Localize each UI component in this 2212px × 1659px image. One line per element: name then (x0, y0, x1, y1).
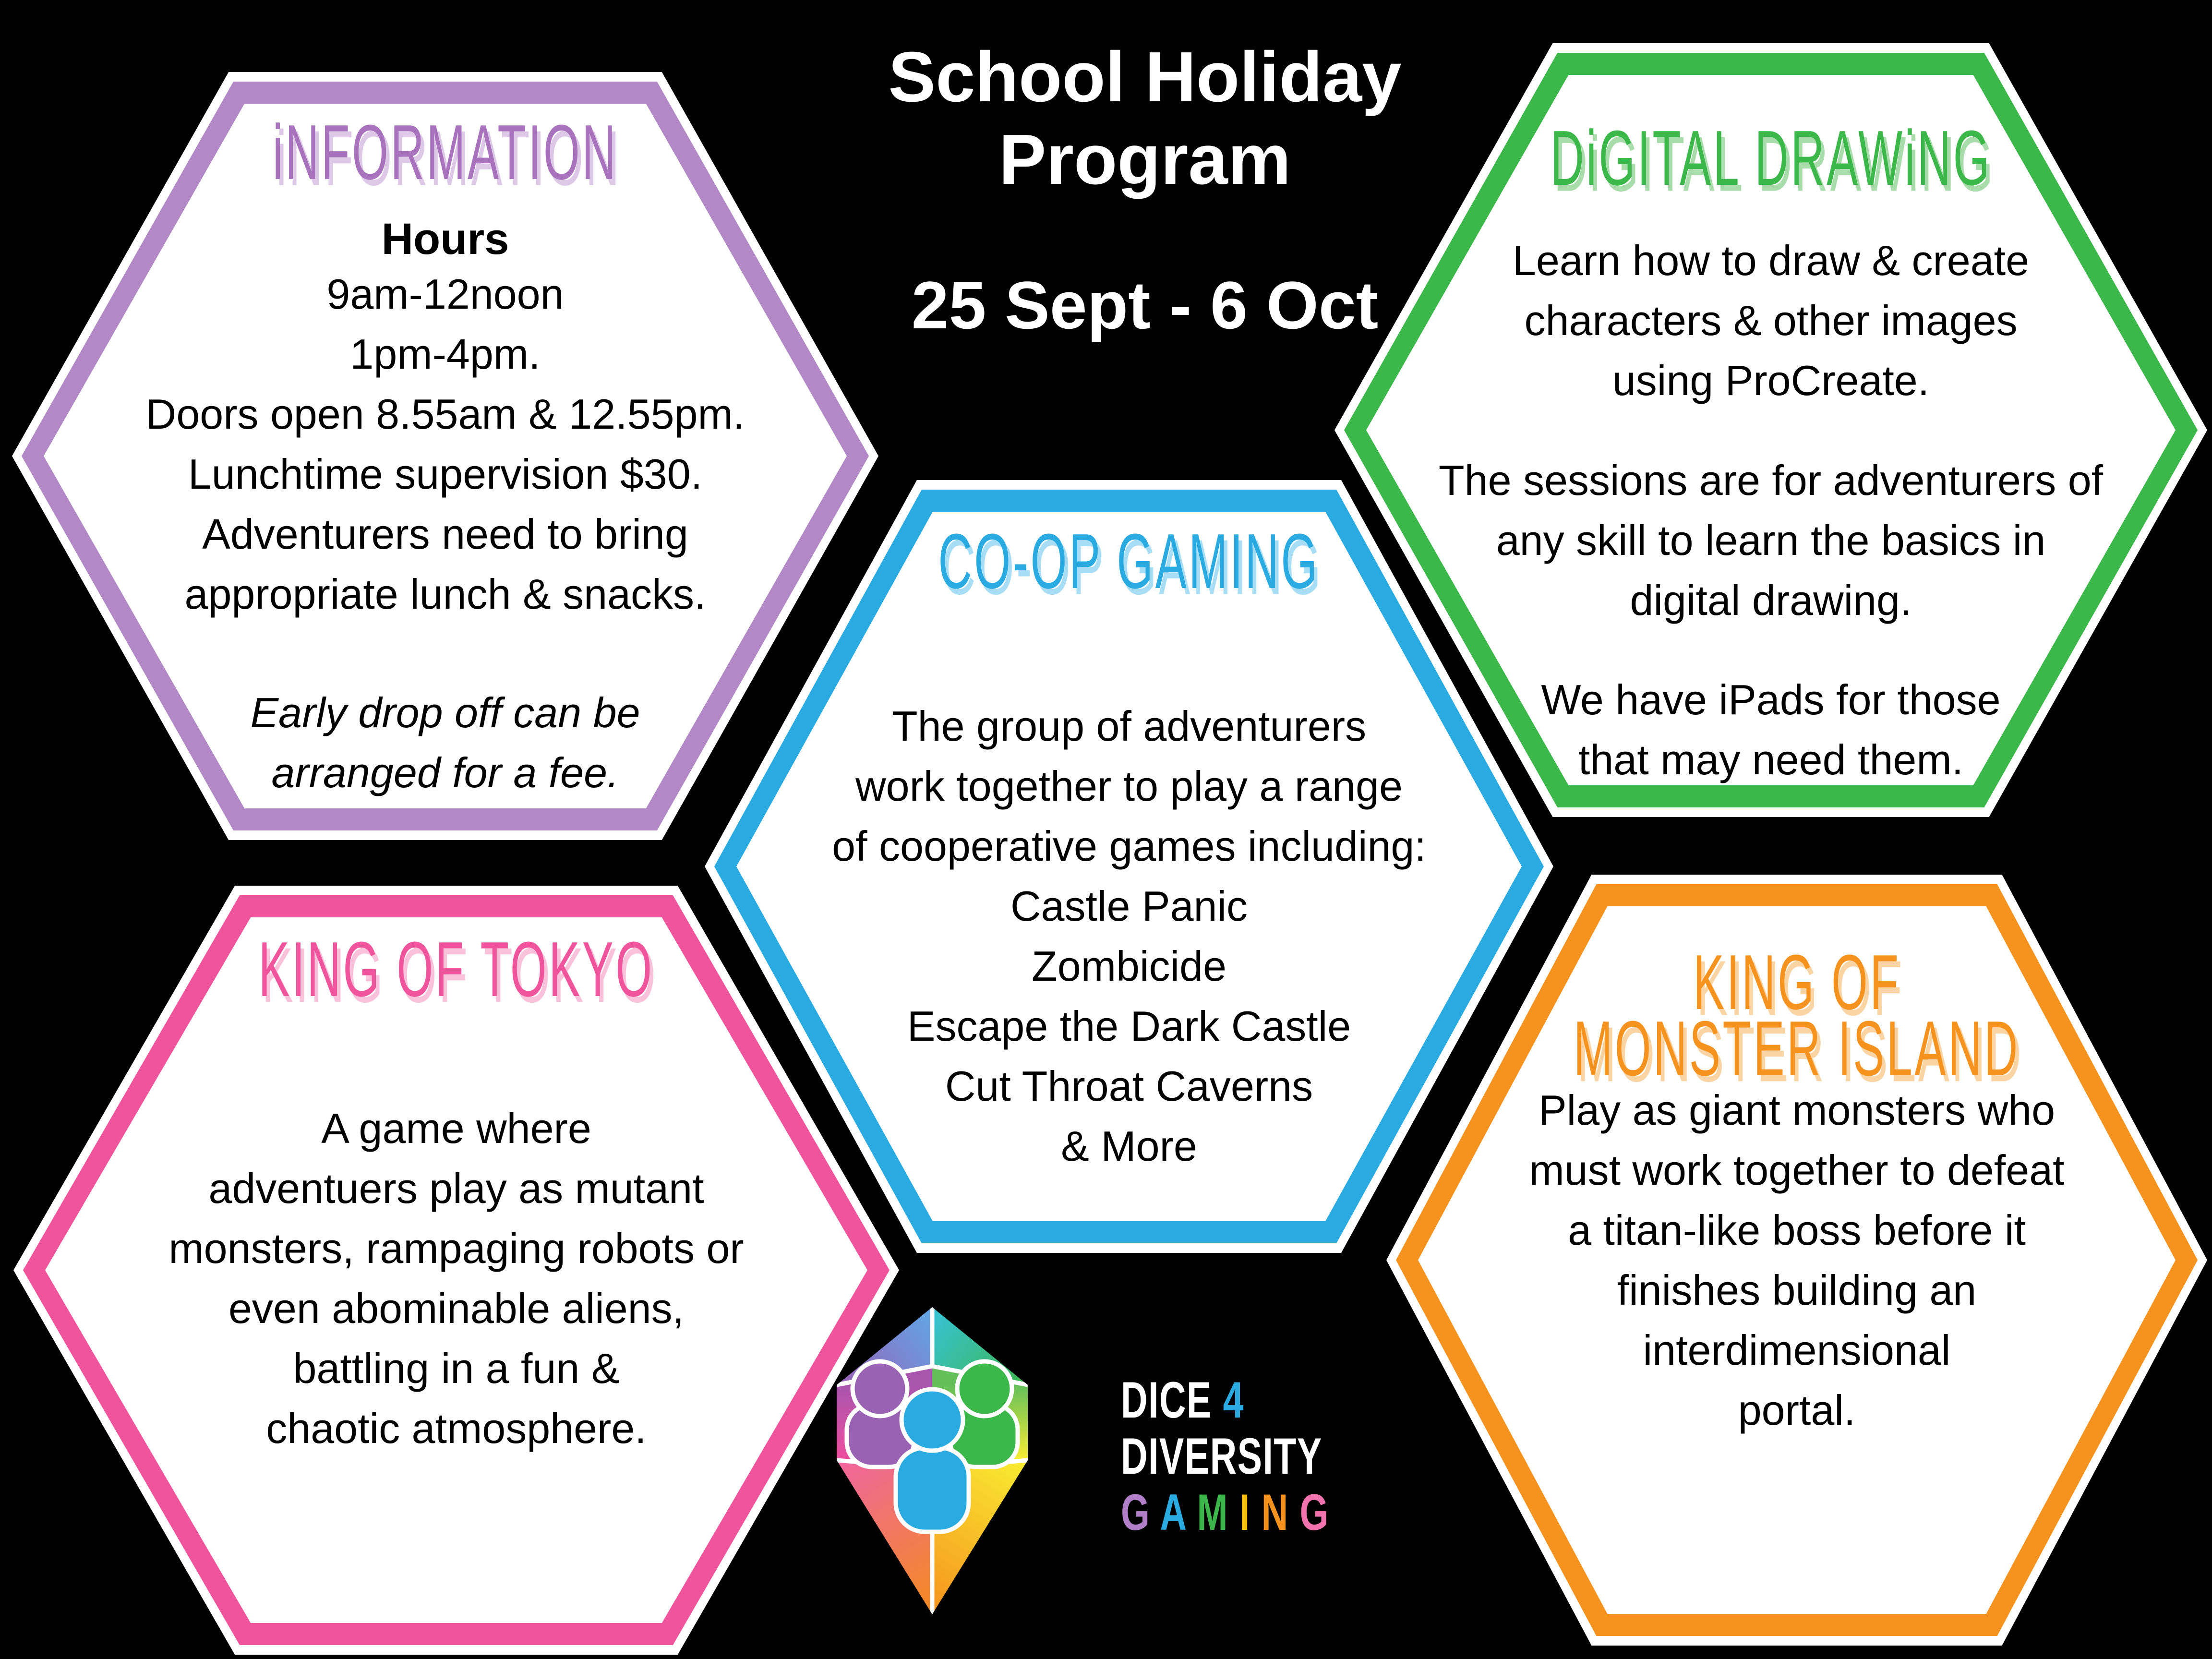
monster-island-paragraph (1419, 1080, 2174, 1440)
person-silhouette-blue (896, 1389, 969, 1532)
gaming-letter: I (1239, 1483, 1250, 1541)
text-line: work together to play a range (855, 762, 1403, 810)
text-line: Learn how to draw & create (1512, 237, 2030, 284)
text-line: of cooperative games including: (832, 822, 1426, 870)
king-of-tokyo-paragraph (49, 1098, 864, 1458)
text-line: digital drawing. (1630, 577, 1912, 624)
gaming-letter: N (1261, 1483, 1289, 1541)
coop-gaming-header: CO-OP GAMING (938, 517, 1320, 605)
logo-wordmark (1121, 1372, 1410, 1540)
digital-drawing-header: DiGITAL DRAWiNG (1550, 114, 1992, 202)
text-line: Adventurers need to bring (202, 510, 688, 558)
logo-word-dice: DICE (1121, 1371, 1212, 1429)
gaming-letter: G (1121, 1483, 1151, 1541)
text-line: using ProCreate. (1612, 357, 1930, 404)
text-line: chaotic atmosphere. (266, 1405, 647, 1452)
text-line: that may need them. (1578, 736, 1964, 783)
game-list-item: Escape the Dark Castle (907, 1002, 1351, 1050)
dice-gem-logo-icon (834, 1305, 1030, 1617)
text-line: The sessions are for adventurers of (1438, 457, 2104, 504)
game-list-item: Cut Throat Caverns (945, 1062, 1313, 1110)
game-list-item: & More (1061, 1122, 1197, 1170)
game-list-item: Castle Panic (1010, 882, 1248, 930)
hexagon-king-of-tokyo (13, 886, 899, 1655)
text-line: 1pm-4pm. (350, 330, 541, 378)
gaming-letter: M (1197, 1483, 1229, 1541)
text-line: Early drop off can be (250, 689, 640, 736)
text-line: interdimensional (1643, 1326, 1951, 1374)
title-line-2: Program (998, 120, 1291, 199)
monster-island-header-line2: MONSTER ISLAND (1574, 1004, 2020, 1092)
hours-title: Hours (381, 215, 509, 264)
title-line-1: School Holiday (888, 37, 1402, 117)
gaming-letter: G (1299, 1483, 1329, 1541)
text-line: finishes building an (1617, 1266, 1977, 1314)
logo-word-diversity: DIVERSITY (1121, 1427, 1322, 1485)
text-line: characters & other images (1524, 297, 2018, 344)
text-line: Lunchtime supervision $30. (188, 450, 703, 498)
text-line: a titan-like boss before it (1568, 1206, 2026, 1254)
text-line: A game where (321, 1105, 591, 1152)
text-line: We have iPads for those (1541, 676, 2001, 723)
text-line: any skill to learn the basics in (1496, 517, 2046, 564)
procreate-paragraph (1370, 230, 2173, 410)
logo-word-gaming (1121, 1484, 1329, 1540)
hexagon-king-of-monster-island (1386, 875, 2207, 1646)
text-line: The group of adventurers (891, 702, 1367, 750)
gaming-letter: A (1160, 1483, 1186, 1541)
text-line: portal. (1738, 1386, 1856, 1434)
text-line: monsters, rampaging robots or (168, 1225, 744, 1272)
king-of-tokyo-header: KING OF TOKYO (258, 925, 654, 1013)
game-list-item: Zombicide (1032, 942, 1226, 990)
text-line: Doors open 8.55am & 12.55pm. (145, 390, 745, 438)
hours-paragraph (47, 264, 844, 444)
logo-number-4: 4 (1223, 1371, 1244, 1429)
text-line: Play as giant monsters who (1538, 1086, 2056, 1134)
text-line: must work together to defeat (1529, 1146, 2065, 1194)
text-line: arranged for a fee. (271, 749, 619, 796)
monster-island-header-line1: KING OF (1693, 938, 1901, 1026)
information-header: iNFORMATION (272, 108, 618, 196)
text-line: adventuers play as mutant (208, 1165, 704, 1212)
text-line: appropriate lunch & snacks. (184, 570, 706, 618)
text-line: battling in a fun & (293, 1345, 620, 1392)
program-dates: 25 Sept - 6 Oct (911, 267, 1379, 343)
text-line: even abominable aliens, (228, 1285, 685, 1332)
text-line: 9am-12noon (326, 270, 564, 318)
